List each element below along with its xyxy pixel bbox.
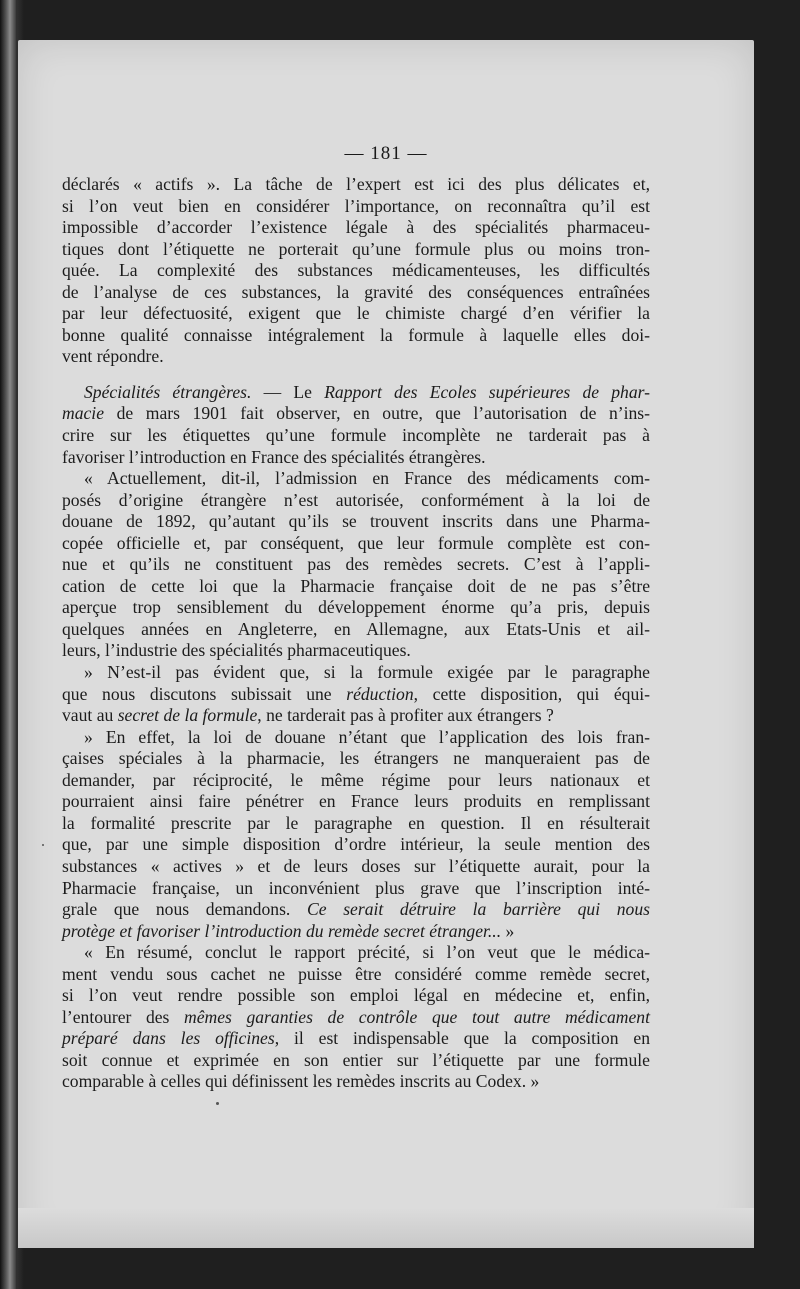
- text-run: , cette disposition, qui équi-: [413, 683, 650, 704]
- body-text: [62, 174, 650, 1093]
- text-run: l’entourer des: [62, 1006, 184, 1027]
- italic-emphasis: secret de la formule: [117, 705, 258, 726]
- book-binding-edge: [0, 0, 16, 1289]
- text-line: [62, 921, 650, 943]
- italic-emphasis: réduction: [346, 683, 414, 704]
- text-line: » N’est-il pas évident que, si la formule exigée par le paragraphe: [84, 662, 650, 683]
- text-line: favoriser l’introduction en France des spécialités étrangères.: [62, 446, 486, 467]
- text-line: quelques années en Angleterre, en Allemagne, aux Etats-Unis et ail-: [62, 618, 650, 639]
- page-shadow: [18, 1208, 754, 1248]
- text-line: substances « actives » et de leurs doses sur l’étiquette aurait, pour la: [62, 855, 650, 876]
- text-line: vent répondre.: [62, 346, 164, 367]
- text-line: cation de cette loi que la Pharmacie française doit de ne pas s’être: [62, 575, 650, 596]
- text-line: si l’on veut bien en considérer l’importance, on reconnaîtra qu’il est: [62, 195, 650, 216]
- text-line: « En résumé, conclut le rapport précité, si l’on veut que le médica-: [84, 942, 650, 963]
- text-run: »: [501, 920, 515, 941]
- text-line: pourraient ainsi faire pénétrer en France leurs produits en remplissant: [62, 791, 650, 812]
- text-line: » En effet, la loi de douane n’étant que l’application des lois fran-: [84, 726, 650, 747]
- text-run: grale que nous demandons.: [62, 899, 307, 920]
- text-line: si l’on veut rendre possible son emploi légal en médecine et, enfin,: [62, 985, 650, 1006]
- paragraph-gap: [62, 368, 650, 382]
- text-line: copée officielle et, par conséquent, que leur formule complète est con-: [62, 532, 650, 553]
- text-line: demander, par réciprocité, le même régime pour leurs nationaux et: [62, 769, 650, 790]
- text-line: la formalité prescrite par le paragraphe en question. Il en résulterait: [62, 812, 650, 833]
- text-run: de mars 1901 fait observer, en outre, que l’autorisation de n’ins-: [104, 403, 650, 424]
- text-line: [62, 899, 650, 921]
- text-run: — Le: [251, 381, 325, 402]
- text-line: [62, 403, 650, 425]
- text-line: que, par une simple disposition d’ordre intérieur, la seule mention des: [62, 834, 650, 855]
- text-line: leurs, l’industrie des spécialités pharmaceutiques.: [62, 640, 411, 661]
- paper-speck: [216, 1102, 219, 1105]
- italic-title: Rapport des Ecoles supérieures de phar-: [324, 381, 650, 402]
- text-line: déclarés « actifs ». La tâche de l’expert est ici des plus délicates et,: [62, 174, 650, 194]
- text-run: , ne tarderait pas à profiter aux étrangers ?: [257, 705, 554, 726]
- text-line: douane de 1892, qu’autant qu’ils se trouvent inscrits dans une Pharma-: [62, 511, 650, 532]
- text-line: Pharmacie française, un inconvénient plus grave que l’inscription inté-: [62, 877, 650, 898]
- text-line: tiques dont l’étiquette ne porterait qu’une formule plus ou moins tron-: [62, 238, 650, 259]
- text-line: par leur défectuosité, exigent que le chimiste chargé d’en vérifier la: [62, 303, 650, 324]
- text-line: aperçue trop sensiblement du développement énorme qu’a pris, depuis: [62, 597, 650, 618]
- text-line: [62, 1028, 650, 1050]
- italic-emphasis: mêmes garanties de contrôle que tout autre médicament: [184, 1006, 650, 1027]
- text-line: [62, 1007, 650, 1029]
- paper-speck: [42, 844, 44, 846]
- text-line: soit connue et exprimée en son entier sur l’étiquette par une formule: [62, 1049, 650, 1070]
- text-line: quée. La complexité des substances médicamenteuses, les difficultés: [62, 260, 650, 281]
- text-line: impossible d’accorder l’existence légale à des spécialités pharmaceu-: [62, 217, 650, 238]
- text-line: bonne qualité connaisse intégralement la formule à laquelle elles doi-: [62, 324, 650, 345]
- text-run: que nous discutons subissait une: [62, 683, 347, 704]
- text-line: comparable à celles qui définissent les remèdes inscrits au Codex. »: [62, 1071, 540, 1092]
- italic-emphasis: Ce serait détruire la barrière qui nous: [306, 899, 650, 920]
- text-run: , il est indispensable que la composition en: [274, 1028, 650, 1049]
- section-heading: Spécialités étrangères.: [84, 381, 252, 402]
- text-line: crire sur les étiquettes qu’une formule incomplète ne tarderait pas à: [62, 425, 650, 446]
- text-line: « Actuellement, dit-il, l’admission en France des médicaments com-: [84, 468, 650, 489]
- text-line: [62, 382, 650, 404]
- text-line: de l’analyse de ces substances, la gravité des conséquences entraînées: [62, 281, 650, 302]
- italic-emphasis: protège et favoriser l’introduction du remède secret étranger...: [62, 920, 502, 941]
- italic-title: macie: [62, 403, 105, 424]
- text-line: ment vendu sous cachet ne puisse être considéré comme remède secret,: [62, 963, 650, 984]
- text-line: posés d’origine étrangère n’est autorisée, conformément à la loi de: [62, 489, 650, 510]
- italic-emphasis: préparé dans les officines: [62, 1028, 275, 1049]
- text-line: nue et qu’ils ne constituent pas des remèdes secrets. C’est à l’appli-: [62, 554, 650, 575]
- text-run: vaut au: [62, 705, 118, 726]
- book-page: [18, 40, 754, 1248]
- text-line: [62, 705, 650, 727]
- text-line: [62, 684, 650, 706]
- page-number: — 181 —: [344, 143, 428, 164]
- text-line: çaises spéciales à la pharmacie, les étrangers ne manqueraient pas de: [62, 748, 650, 769]
